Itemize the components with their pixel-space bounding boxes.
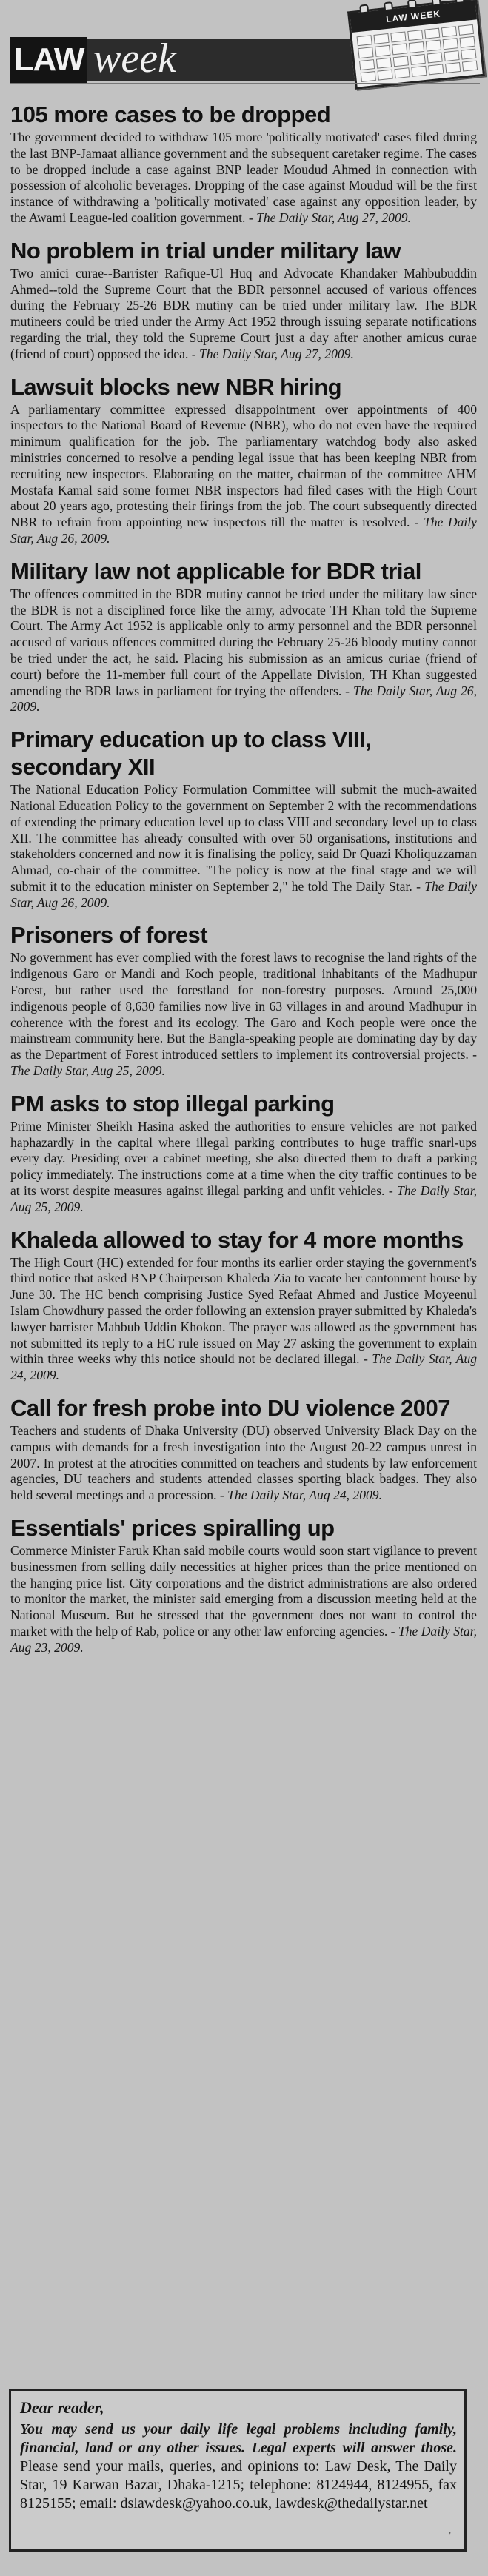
article-headline: Military law not applicable for BDR trial [10,558,421,584]
dear-reader-box [9,2389,467,2552]
article-body [10,950,477,1079]
article-citation: - The Daily Star, Aug 26, 2009. [10,683,478,715]
article-essentials-prices [10,1514,477,1656]
article-prisoners-of-forest [10,921,477,1079]
reader-box-title: Dear reader, [20,2398,104,2417]
calendar-icon [347,0,485,90]
article-headline: Prisoners of forest [10,922,208,949]
article-text: The National Education Policy Formulation Committee will submit the much-awaited National Education Policy to the government on September 2 with the recommendations of extending the primary education level up to class VIII and secondary level up to class XII. The committee has already consulted with over 50 organisations, institutions and stakeholders concerned and now it is finalising the policy, said Dr Quazi Kholiquzzaman Ahmad, co-chair of the committee. "The policy is now at the final stage and we will submit it to the education minister on September 2," he told The Daily Star. [10,782,477,894]
article-du-violence-probe [10,1394,477,1504]
article-text: A parliamentary committee expressed disappointment over appointments of 400 inspectors to the National Board of Revenue (NBR), who do not even have the required minimum qualification for the job. The parliamentary watchdog body also asked ministries concerned to resolve a pending legal issue that has been keeping NBR from recruiting new inspectors. Elaborating on the matter, chairman of the committee AHM Mostafa Kamal said some former NBR inspectors had filed cases with the High Court about 20 years ago, protesting their firings from the job. The court subsequently directed NBR to refrain from appointing new inspectors till the matter is resolved. [10,401,477,530]
article-headline: Primary education up to class VIII, secondary XII [10,726,372,780]
article-body [10,1543,477,1656]
article-headline: 105 more cases to be dropped [10,101,331,127]
article-military-law-trial [10,237,477,363]
article-text: Commerce Minister Faruk Khan said mobile courts would soon start vigilance to prevent businessmen from selling daily necessities at higher prices than the price mentioned on the hanging price list. City corporations and the district administrations are also ordered to monitor the market, the minister said emerging from a discussion meeting held at the National Museum. But he stressed that the government does not want to control the market with the help of Rab, police or any other law enforcing agencies. [10,1543,477,1639]
article-citation: - The Daily Star, Aug 24, 2009. [10,1351,477,1383]
article-text: The High Court (HC) extended for four months its earlier order staying the government's third notice that asked BNP Chairperson Khaleda Zia to vacate her cantonment house by June 30. The HC bench comprising Justice Syed Refaat Ahmed and Justice Moyeenul Islam Chowdhury passed the order following an extension prayer submitted by Khaleda's lawyer barrister Mahbub Uddin Khokon. The prayer was allowed as the government has not submitted its reply to a HC rule issued on May 27 asking the government to explain within three weeks why this notice should not be declared illegal. [10,1254,477,1367]
articles-column [10,101,477,1667]
article-body [10,1423,477,1504]
article-headline: Call for fresh probe into DU violence 2007 [10,1395,450,1422]
article-body [10,1255,477,1384]
article-text: Two amici curae--Barrister Rafique-Ul Huq and Advocate Khandaker Mahbubuddin Ahmed--told the Supreme Court that the BDR personnel accused of various offences during the February 25-26 BDR mutiny can be tried under military law. The BDR mutineers could be tried under the Army Act 1952 through issuing separate notifications regarding the trial, they told the Supreme Court just a day after another amicus curae (friend of court) opposed the idea. [10,265,477,361]
article-khaleda-stay [10,1226,477,1384]
article-illegal-parking [10,1090,477,1216]
reader-box-mark: ' [449,2530,451,2541]
reader-box-contact: Please send your mails, queries, and opinions to: Law Desk, The Daily Star, 19 Karwan Bazar, Dhaka-1215; telephone: 8124944, 8124955, fax 8125155; email: dslawdesk@yahoo.co.uk, lawdesk@thedailystar.net [20,2458,457,2512]
reader-box-text [20,2421,457,2513]
article-text: No government has ever complied with the forest laws to recognise the land rights of the indigenous Garo or Mandi and Koch people, traditional inhabitants of the Madhupur Forest, but rather used the forestland for non-forestry purposes. Around 25,000 indigenous people of 8,630 families now live in 63 villages in and around Madhupur in coherence with the forest and its ecology. The Garo and Koch people were once the mainstream community here. But the Bangla-speaking people are dominating day by day as the Department of Forest introduced settlers to implement its controversial projects. [10,950,477,1063]
article-body [10,586,477,715]
article-text: Teachers and students of Dhaka University (DU) observed University Black Day on the campus with demands for a fresh investigation into the August 20-22 campus unrest in 2007. In protest at the atrocities committed on teachers and students by law enforcement agencies, DU teachers and students attended classes sporting black badges. They also held several meetings and a procession. [10,1423,477,1503]
article-citation: - The Daily Star, Aug 23, 2009. [10,1623,478,1655]
article-body [10,130,477,227]
article-citation: - The Daily Star, Aug 25, 2009. [10,1047,477,1079]
article-body [10,402,477,547]
masthead-law-label: LAW [10,37,87,83]
article-body [10,1119,477,1216]
masthead [0,0,488,87]
masthead-week-label: week [93,36,176,81]
calendar-label: LAW WEEK [350,0,477,33]
calendar-grid [357,24,478,82]
article-bdr-trial [10,558,477,715]
article-text: The offences committed in the BDR mutiny cannot be tried under the military law since the BDR is not a disciplined force like the army, advocate TH Khan told the Supreme Court. The Army Act 1952 is applicable only to army personnel and the BDR personnel accused of various offences committed during the February 25-26 bloody mutiny cannot be tried under the act, he said. Placing his submission as an amicus curiae (friend of court) before the 11-member full court of the Appellate Division, TH Khan suggested amending the BDR laws in parliament for trying the offenders. [10,586,477,698]
article-headline: PM asks to stop illegal parking [10,1090,335,1117]
masthead-divider [10,83,480,84]
reader-box-intro: You may send us your daily life legal problems including family, financial, land or any other issues. Legal experts will answer those. [20,2421,457,2456]
article-nbr-hiring [10,373,477,547]
article-text: The government decided to withdraw 105 more 'politically motivated' cases filed during the last BNP-Jamaat alliance government and the subsequent caretaker regime. The cases to be dropped include a case against BNP leader Moudud Ahmed in connection with possession of alcoholic beverages. Dropping of the case against Moudud will be the first instance of withdrawing a 'politically motivated' case against any opposition leader, by the Awami League-led coalition government. [10,130,477,225]
article-headline: No problem in trial under military law [10,237,401,264]
article-text: Prime Minister Sheikh Hasina asked the authorities to ensure vehicles are not parked haphazardly in the capital where illegal parking contributes to huge traffic snarl-ups every day. Presiding over a cabinet meeting, she also directed them to draft a parking policy immediately. The instructions come at a time when the city traffic continues to be at its worst despite measures against illegal parking and unfit vehicles. [10,1118,477,1199]
article-citation: - The Daily Star, Aug 26, 2009. [10,878,477,910]
article-citation: - The Daily Star, Aug 27, 2009. [248,210,411,225]
article-headline: Khaleda allowed to stay for 4 more months [10,1226,464,1253]
article-primary-education [10,726,477,911]
article-body [10,266,477,363]
article-headline: Lawsuit blocks new NBR hiring [10,373,342,400]
article-headline: Essentials' prices spiralling up [10,1515,335,1541]
article-body [10,782,477,911]
article-citation: - The Daily Star, Aug 26, 2009. [10,515,477,546]
article-citation: - The Daily Star, Aug 25, 2009. [10,1183,477,1214]
article-citation: - The Daily Star, Aug 24, 2009. [219,1488,382,1503]
article-citation: - The Daily Star, Aug 27, 2009. [191,346,354,361]
article-cases-dropped [10,101,477,227]
